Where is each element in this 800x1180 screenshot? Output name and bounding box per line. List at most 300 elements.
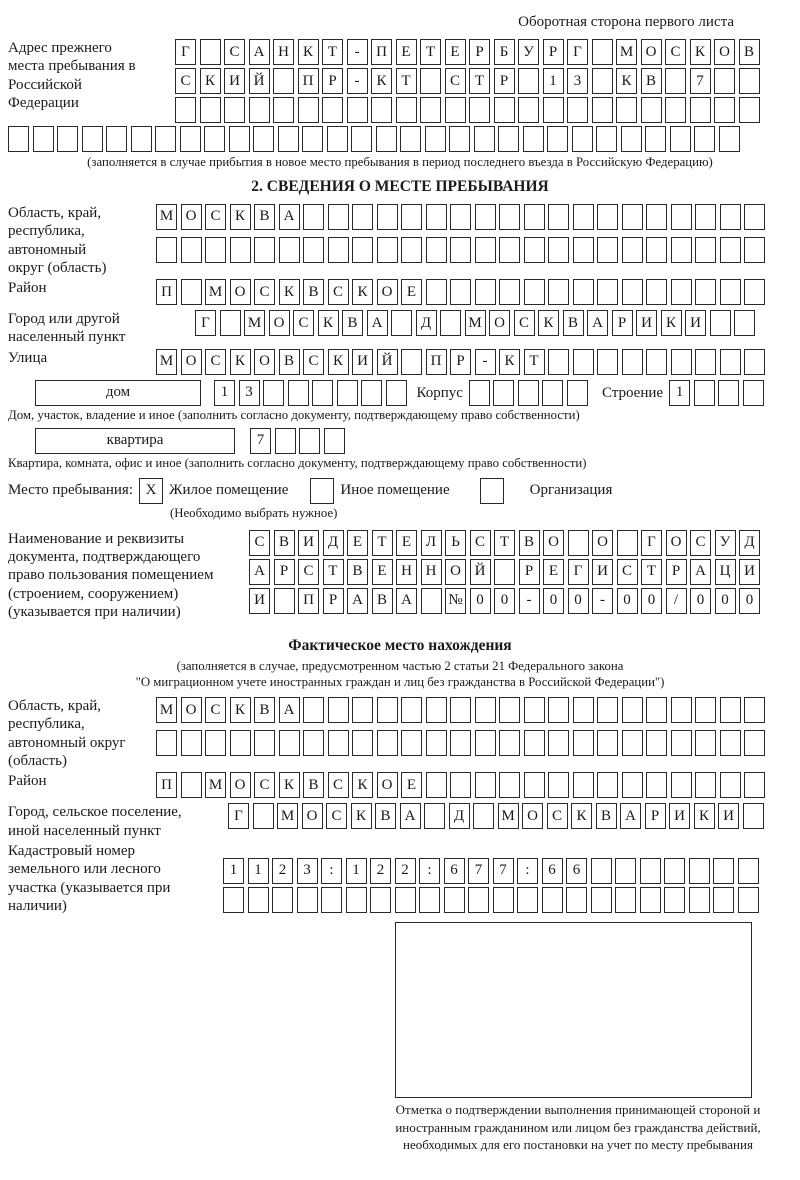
char-cell[interactable]: В [303,772,324,798]
char-cell[interactable] [499,204,520,230]
char-cell[interactable]: Г [641,530,662,556]
char-cell[interactable] [671,730,692,756]
char-cell[interactable] [695,697,716,723]
char-cell[interactable] [288,380,309,406]
char-cell[interactable] [572,126,593,152]
char-cell[interactable] [371,97,392,123]
char-cell[interactable] [670,126,691,152]
char-cell[interactable] [253,126,274,152]
char-cell[interactable] [573,349,594,375]
char-cell[interactable]: И [249,588,270,614]
char-cell[interactable]: К [279,772,300,798]
char-cell[interactable]: 7 [250,428,271,454]
char-cell[interactable]: В [739,39,760,65]
char-cell[interactable]: Ц [715,559,736,585]
char-cell[interactable] [720,279,741,305]
char-cell[interactable]: С [303,349,324,375]
char-cell[interactable]: О [181,204,202,230]
char-cell[interactable] [401,349,422,375]
char-cell[interactable]: - [347,39,368,65]
char-cell[interactable]: М [244,310,265,336]
char-cell[interactable]: М [205,772,226,798]
char-cell[interactable] [400,126,421,152]
char-cell[interactable] [401,697,422,723]
char-cell[interactable]: А [690,559,711,585]
char-cell[interactable] [474,126,495,152]
char-cell[interactable] [567,97,588,123]
char-cell[interactable] [324,428,345,454]
char-cell[interactable] [426,697,447,723]
char-cell[interactable]: П [298,68,319,94]
char-cell[interactable]: В [342,310,363,336]
char-cell[interactable]: И [224,68,245,94]
char-cell[interactable]: К [298,39,319,65]
char-cell[interactable]: В [274,530,295,556]
char-cell[interactable] [739,68,760,94]
char-cell[interactable] [596,126,617,152]
char-cell[interactable] [744,237,765,263]
char-cell[interactable]: С [690,530,711,556]
char-cell[interactable]: К [328,349,349,375]
char-cell[interactable]: С [254,279,275,305]
char-cell[interactable] [566,887,587,913]
char-cell[interactable]: С [547,803,568,829]
char-cell[interactable]: С [665,39,686,65]
char-cell[interactable]: К [694,803,715,829]
char-cell[interactable]: О [489,310,510,336]
char-cell[interactable] [548,772,569,798]
char-cell[interactable]: С [249,530,270,556]
char-cell[interactable] [254,237,275,263]
char-cell[interactable] [592,39,613,65]
char-cell[interactable] [57,126,78,152]
char-cell[interactable]: Г [567,39,588,65]
char-cell[interactable] [714,97,735,123]
char-cell[interactable]: Р [666,559,687,585]
house-type-box[interactable]: дом [35,380,201,406]
char-cell[interactable] [713,887,734,913]
char-cell[interactable] [223,887,244,913]
char-cell[interactable] [597,730,618,756]
char-cell[interactable]: В [596,803,617,829]
char-cell[interactable] [230,730,251,756]
char-cell[interactable]: № [445,588,466,614]
char-cell[interactable]: И [739,559,760,585]
char-cell[interactable] [337,380,358,406]
char-cell[interactable]: Б [494,39,515,65]
char-cell[interactable] [180,126,201,152]
char-cell[interactable]: А [347,588,368,614]
char-cell[interactable]: Й [470,559,491,585]
char-cell[interactable]: Р [519,559,540,585]
char-cell[interactable]: М [156,204,177,230]
char-cell[interactable] [548,204,569,230]
char-cell[interactable] [695,204,716,230]
char-cell[interactable]: И [718,803,739,829]
char-cell[interactable] [420,68,441,94]
char-cell[interactable]: С [514,310,535,336]
char-cell[interactable] [615,858,636,884]
char-cell[interactable] [469,380,490,406]
char-cell[interactable]: : [321,858,342,884]
char-cell[interactable]: К [352,279,373,305]
char-cell[interactable] [475,279,496,305]
char-cell[interactable] [646,349,667,375]
char-cell[interactable] [597,349,618,375]
char-cell[interactable]: К [499,349,520,375]
char-cell[interactable] [671,279,692,305]
char-cell[interactable] [548,697,569,723]
char-cell[interactable] [347,97,368,123]
char-cell[interactable] [426,730,447,756]
char-cell[interactable] [622,730,643,756]
char-cell[interactable] [543,97,564,123]
char-cell[interactable] [322,97,343,123]
char-cell[interactable]: П [371,39,392,65]
char-cell[interactable] [303,730,324,756]
char-cell[interactable]: 0 [543,588,564,614]
char-cell[interactable]: К [352,772,373,798]
char-cell[interactable] [695,730,716,756]
char-cell[interactable]: С [205,697,226,723]
char-cell[interactable]: Р [274,559,295,585]
char-cell[interactable] [473,803,494,829]
char-cell[interactable] [475,237,496,263]
char-cell[interactable]: Й [377,349,398,375]
char-cell[interactable] [377,697,398,723]
char-cell[interactable] [469,97,490,123]
char-cell[interactable]: С [298,559,319,585]
char-cell[interactable] [205,237,226,263]
char-cell[interactable]: О [181,349,202,375]
char-cell[interactable]: М [616,39,637,65]
char-cell[interactable] [524,772,545,798]
char-cell[interactable]: 1 [223,858,244,884]
char-cell[interactable] [303,237,324,263]
char-cell[interactable] [328,697,349,723]
char-cell[interactable] [738,887,759,913]
char-cell[interactable] [181,730,202,756]
char-cell[interactable] [671,237,692,263]
char-cell[interactable] [542,380,563,406]
char-cell[interactable] [524,697,545,723]
char-cell[interactable] [450,697,471,723]
char-cell[interactable]: 3 [297,858,318,884]
char-cell[interactable] [370,887,391,913]
char-cell[interactable] [499,279,520,305]
char-cell[interactable] [494,559,515,585]
char-cell[interactable]: М [277,803,298,829]
char-cell[interactable] [524,204,545,230]
char-cell[interactable]: М [205,279,226,305]
char-cell[interactable] [450,730,471,756]
char-cell[interactable] [377,204,398,230]
char-cell[interactable]: 1 [669,380,690,406]
char-cell[interactable]: О [543,530,564,556]
char-cell[interactable]: Г [175,39,196,65]
char-cell[interactable]: 1 [346,858,367,884]
char-cell[interactable] [671,349,692,375]
char-cell[interactable]: 0 [641,588,662,614]
char-cell[interactable]: Р [469,39,490,65]
char-cell[interactable] [426,279,447,305]
char-cell[interactable] [665,68,686,94]
char-cell[interactable]: И [352,349,373,375]
char-cell[interactable]: С [445,68,466,94]
char-cell[interactable]: С [293,310,314,336]
char-cell[interactable] [694,126,715,152]
char-cell[interactable] [713,858,734,884]
char-cell[interactable] [328,730,349,756]
char-cell[interactable]: В [519,530,540,556]
char-cell[interactable] [205,730,226,756]
char-cell[interactable] [401,730,422,756]
char-cell[interactable]: О [181,697,202,723]
char-cell[interactable] [386,380,407,406]
char-cell[interactable] [204,126,225,152]
char-cell[interactable]: : [517,858,538,884]
char-cell[interactable] [8,126,29,152]
char-cell[interactable]: М [498,803,519,829]
char-cell[interactable]: В [254,204,275,230]
char-cell[interactable]: Е [543,559,564,585]
char-cell[interactable]: Р [612,310,633,336]
char-cell[interactable] [622,349,643,375]
char-cell[interactable] [665,97,686,123]
char-cell[interactable] [616,97,637,123]
char-cell[interactable] [690,97,711,123]
char-cell[interactable] [352,237,373,263]
char-cell[interactable] [621,126,642,152]
char-cell[interactable]: С [470,530,491,556]
char-cell[interactable] [744,204,765,230]
char-cell[interactable]: 3 [567,68,588,94]
char-cell[interactable] [401,237,422,263]
char-cell[interactable] [279,237,300,263]
char-cell[interactable] [615,887,636,913]
char-cell[interactable] [395,887,416,913]
char-cell[interactable] [273,97,294,123]
char-cell[interactable]: С [328,772,349,798]
char-cell[interactable]: 6 [566,858,587,884]
char-cell[interactable]: 1 [248,858,269,884]
char-cell[interactable]: К [200,68,221,94]
char-cell[interactable] [426,204,447,230]
char-cell[interactable]: Т [524,349,545,375]
char-cell[interactable]: Е [347,530,368,556]
char-cell[interactable]: О [230,772,251,798]
char-cell[interactable] [475,697,496,723]
char-cell[interactable] [156,237,177,263]
char-cell[interactable]: С [328,279,349,305]
char-cell[interactable]: А [279,204,300,230]
char-cell[interactable]: В [563,310,584,336]
char-cell[interactable]: Н [273,39,294,65]
char-cell[interactable]: К [538,310,559,336]
char-cell[interactable] [303,204,324,230]
char-cell[interactable] [377,730,398,756]
char-cell[interactable]: О [641,39,662,65]
char-cell[interactable] [738,858,759,884]
char-cell[interactable] [568,530,589,556]
char-cell[interactable]: Д [739,530,760,556]
char-cell[interactable] [419,887,440,913]
char-cell[interactable] [664,858,685,884]
char-cell[interactable] [517,887,538,913]
char-cell[interactable]: Р [322,68,343,94]
char-cell[interactable]: И [685,310,706,336]
char-cell[interactable] [346,887,367,913]
char-cell[interactable]: И [669,803,690,829]
char-cell[interactable] [548,730,569,756]
char-cell[interactable]: С [326,803,347,829]
char-cell[interactable] [440,310,461,336]
char-cell[interactable]: 0 [494,588,515,614]
char-cell[interactable] [253,803,274,829]
char-cell[interactable]: С [205,204,226,230]
char-cell[interactable] [646,204,667,230]
char-cell[interactable]: 3 [239,380,260,406]
char-cell[interactable] [542,887,563,913]
apartment-type-box[interactable]: квартира [35,428,235,454]
char-cell[interactable] [498,126,519,152]
char-cell[interactable]: К [279,279,300,305]
char-cell[interactable]: О [254,349,275,375]
char-cell[interactable] [597,237,618,263]
char-cell[interactable]: А [367,310,388,336]
char-cell[interactable] [622,204,643,230]
char-cell[interactable] [592,68,613,94]
char-cell[interactable] [181,279,202,305]
char-cell[interactable]: В [303,279,324,305]
char-cell[interactable]: Р [645,803,666,829]
char-cell[interactable]: М [156,349,177,375]
char-cell[interactable]: 2 [370,858,391,884]
char-cell[interactable] [646,697,667,723]
char-cell[interactable]: Т [494,530,515,556]
char-cell[interactable]: О [445,559,466,585]
char-cell[interactable]: С [254,772,275,798]
char-cell[interactable] [376,126,397,152]
char-cell[interactable] [646,279,667,305]
char-cell[interactable] [718,380,739,406]
char-cell[interactable]: 7 [468,858,489,884]
char-cell[interactable] [622,772,643,798]
char-cell[interactable] [450,237,471,263]
char-cell[interactable] [689,887,710,913]
char-cell[interactable]: К [571,803,592,829]
char-cell[interactable]: Ь [445,530,466,556]
char-cell[interactable] [303,697,324,723]
char-cell[interactable] [547,126,568,152]
char-cell[interactable]: Р [543,39,564,65]
char-cell[interactable] [573,237,594,263]
char-cell[interactable] [622,279,643,305]
char-cell[interactable]: 7 [690,68,711,94]
char-cell[interactable] [695,772,716,798]
char-cell[interactable]: С [205,349,226,375]
char-cell[interactable] [494,97,515,123]
char-cell[interactable] [475,204,496,230]
char-cell[interactable]: / [666,588,687,614]
char-cell[interactable] [719,126,740,152]
char-cell[interactable] [617,530,638,556]
char-cell[interactable] [689,858,710,884]
char-cell[interactable] [597,772,618,798]
char-cell[interactable]: 1 [214,380,235,406]
char-cell[interactable] [426,772,447,798]
char-cell[interactable] [720,730,741,756]
char-cell[interactable]: К [230,204,251,230]
char-cell[interactable] [597,204,618,230]
char-cell[interactable] [720,697,741,723]
char-cell[interactable] [645,126,666,152]
char-cell[interactable]: Н [396,559,417,585]
char-cell[interactable]: О [302,803,323,829]
char-cell[interactable]: - [519,588,540,614]
char-cell[interactable]: О [666,530,687,556]
char-cell[interactable]: О [714,39,735,65]
char-cell[interactable]: 6 [444,858,465,884]
char-cell[interactable] [449,126,470,152]
char-cell[interactable] [671,204,692,230]
char-cell[interactable]: П [426,349,447,375]
char-cell[interactable]: Й [249,68,270,94]
char-cell[interactable]: Е [396,530,417,556]
char-cell[interactable] [640,887,661,913]
char-cell[interactable]: А [400,803,421,829]
char-cell[interactable] [396,97,417,123]
char-cell[interactable] [720,237,741,263]
char-cell[interactable] [573,204,594,230]
char-cell[interactable] [254,730,275,756]
char-cell[interactable] [695,349,716,375]
char-cell[interactable] [229,126,250,152]
char-cell[interactable]: И [636,310,657,336]
char-cell[interactable]: Е [372,559,393,585]
char-cell[interactable] [391,310,412,336]
char-cell[interactable] [646,237,667,263]
char-cell[interactable] [445,97,466,123]
char-cell[interactable]: С [617,559,638,585]
char-cell[interactable] [220,310,241,336]
char-cell[interactable] [664,887,685,913]
char-cell[interactable]: К [318,310,339,336]
char-cell[interactable]: Е [401,772,422,798]
char-cell[interactable]: А [279,697,300,723]
char-cell[interactable]: - [347,68,368,94]
char-cell[interactable]: Д [323,530,344,556]
char-cell[interactable] [499,730,520,756]
char-cell[interactable]: П [298,588,319,614]
char-cell[interactable] [352,697,373,723]
char-cell[interactable] [312,380,333,406]
char-cell[interactable] [328,204,349,230]
char-cell[interactable]: А [396,588,417,614]
char-cell[interactable]: О [592,530,613,556]
char-cell[interactable] [744,697,765,723]
char-cell[interactable] [155,126,176,152]
char-cell[interactable] [523,126,544,152]
char-cell[interactable]: Т [396,68,417,94]
char-cell[interactable] [352,204,373,230]
char-cell[interactable] [299,428,320,454]
char-cell[interactable]: Р [450,349,471,375]
char-cell[interactable] [181,237,202,263]
char-cell[interactable] [420,97,441,123]
char-cell[interactable]: : [419,858,440,884]
char-cell[interactable] [131,126,152,152]
